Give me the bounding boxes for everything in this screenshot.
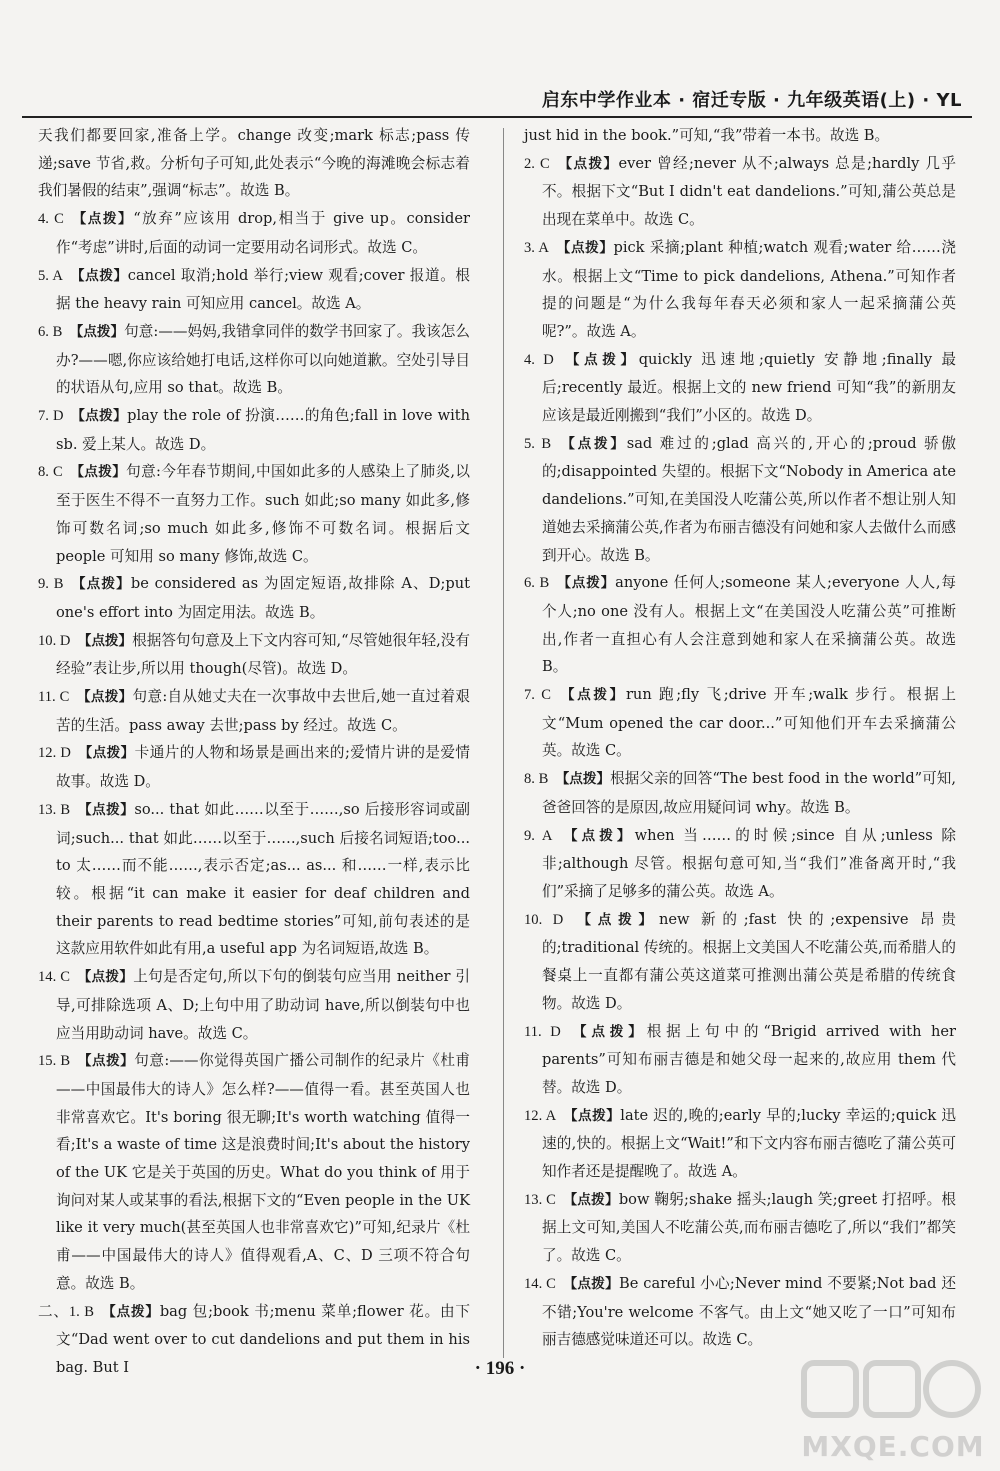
answer-item [524, 1018, 956, 1102]
answer-item [38, 458, 470, 570]
answer-item [524, 150, 956, 234]
answer-number: 13. B [38, 801, 71, 818]
answer-text: bow 鞠躬;shake 摇头;laugh 笑;greet 打招呼。根据上文可知,美国人不吃蒲公英,而布丽吉德吃了,所以“我们”都笑了。故选 C。 [542, 1190, 957, 1265]
page-header [22, 84, 972, 118]
answer-text: 句意:——妈妈,我错拿同伴的数学书回家了。我该怎么办?——嗯,你应该给她打电话,这样你可以向她道歉。空处引导目的状语从句,应用 so that。故选 B。 [56, 322, 470, 397]
answer-item [38, 683, 470, 739]
answer-text: ever 曾经;never 从不;always 总是;hardly 几乎不。根据下文“But I didn't eat dandelions.”可知,蒲公英总是出现在菜单中。故选 C。 [542, 154, 957, 229]
hint-tag: 【点拨】 [561, 351, 639, 368]
answer-text: new 新的;fast 快的;expensive 昂贵的;traditional 传统的。根据上文美国人不吃蒲公英,而希腊人的餐桌上一直都有蒲公英这道菜可推测出蒲公英是希腊的传统食物。故选 D。 [542, 910, 957, 1012]
answer-text: play the role of 扮演……的角色;fall in love with sb. 爱上某人。故选 D。 [56, 407, 470, 453]
answer-number: 8. B [524, 771, 549, 788]
answer-text: just hid in the book.”可知,“我”带着一本书。故选 B。 [524, 127, 890, 144]
answer-text: Be careful 小心;Never mind 不要紧;Not bad 还不错;You're welcome 不客气。由上文“她又吃了一口”可知布丽吉德感觉味道还可以。故选 C。 [542, 1274, 957, 1349]
hint-tag: 【点拨】 [69, 464, 127, 481]
hint-tag: 【点拨】 [77, 1053, 135, 1070]
answer-number: 10. D [524, 911, 564, 928]
answer-number: 12. A [524, 1107, 557, 1124]
answer-number: 二、1. B [38, 1303, 94, 1320]
answer-text: so... that 如此……以至于……,so 后接形容词或副词;such... that 如此……以至于……,such 后接名词短语;too... to 太……而不能……,表示否定;as... as... 和……一样,表示比较。根据“it can make it easier for deaf children and their parents to read bedtime stories”可知,前句表述的是这款应用软件如此有用,a useful app 为名词短语,故选 B。 [56, 800, 471, 958]
hint-tag: 【点拨】 [78, 745, 135, 762]
answer-item [524, 1102, 956, 1186]
hint-tag: 【点拨】 [556, 239, 614, 256]
answer-text: sad 难过的;glad 高兴的,开心的;proud 骄傲的;disappointed 失望的。根据下文“Nobody in America ate dandelions.”可知,在美国没人吃蒲公英,所以作者不想让别人知道她去采摘蒲公英,作者为布丽吉德没有问她和家人去做什么而感到开心。故选 B。 [542, 434, 957, 564]
hint-tag: 【点拨】 [71, 211, 134, 228]
answer-number: 9. A [524, 827, 553, 844]
answer-text: 句意:今年春节期间,中国如此多的人感染上了肺炎,以至于医生不得不一直努力工作。such 如此;so many 如此多,修饰可数名词;so much 如此多,修饰不可数名词。根据后文 people 可知用 so many 修饰,故选 C。 [56, 463, 471, 565]
page-number: · 196 · [474, 1358, 526, 1379]
hint-tag: 【点拨】 [70, 408, 128, 425]
answer-item [524, 346, 956, 430]
answer-number: 6. B [38, 323, 63, 340]
watermark-logo [798, 1355, 988, 1463]
answer-number: 4. D [524, 351, 554, 368]
right-column [524, 122, 956, 1354]
hint-tag: 【点拨】 [69, 323, 125, 340]
answer-item [524, 681, 956, 765]
answer-item [38, 262, 470, 318]
answer-text: “放弃”应该用 drop,相当于 give up。consider 作“考虑”讲时,后面的动词一定要用动名词形式。故选 C。 [56, 210, 471, 256]
answer-continuation [38, 122, 470, 205]
answer-text: 上句是否定句,所以下句的倒装句应当用 neither 引导,可排除选项 A、D;上句中用了助动词 have,所以倒装句中也应当用助动词 have。故选 C。 [56, 968, 471, 1042]
answer-text: 句意:自从她丈夫在一次事故中去世后,她一直过着艰苦的生活。pass away 去世;pass by 经过。故选 C。 [56, 688, 470, 734]
answer-item [38, 570, 470, 626]
answer-continuation [524, 122, 956, 150]
hint-tag: 【点拨】 [558, 435, 627, 452]
answer-text: 天我们都要回家,准备上学。change 改变;mark 标志;pass 传递;save 节省,救。分析句子可知,此处表示“今晚的海滩晚会标志着我们暑假的结束”,强调“标志”。故选 B。 [38, 127, 470, 200]
answer-text: bag 包;book 书;menu 菜单;flower 花。由下文“Dad went over to cut dandelions and put them in his bag. But I [56, 1302, 471, 1376]
hint-tag: 【点拨】 [563, 1191, 619, 1208]
answer-text: 句意:——你觉得英国广播公司制作的纪录片《杜甫——中国最伟大的诗人》怎么样?——值得一看。甚至英国人也非常喜欢它。It's boring 很无聊;It's worth watching 值得一看;It's a waste of time 这是浪费时间;It's about the history of the UK 它是关于英国的历史。What do you think of 用于询问对某人或某事的看法,根据下文的“Even people in the UK like it very much(甚至英国人也非常喜欢它)”可知,纪录片《杜甫——中国最伟大的诗人》值得观看,A、C、D 三项不符合句意。故选 B。 [56, 1052, 471, 1292]
answer-number: 13. C [524, 1191, 556, 1208]
answer-item [524, 765, 956, 821]
left-column [38, 122, 470, 1382]
column-divider [503, 128, 504, 1358]
header-title: 启东中学作业本 · 宿迁专版 · 九年级英语(上) · YL [541, 90, 962, 111]
answer-text: 根据答句句意及上下文内容可知,“尽管她很年轻,没有经验”表让步,所以用 though(尽管)。故选 D。 [56, 631, 470, 678]
answer-item [38, 963, 470, 1047]
answer-number: 9. B [38, 576, 64, 593]
answer-number: 15. B [38, 1053, 71, 1070]
answer-number: 14. C [524, 1275, 556, 1292]
hint-tag: 【点拨】 [557, 155, 619, 172]
hint-tag: 【点拨】 [558, 687, 626, 704]
answer-item [38, 1047, 470, 1297]
answer-item [38, 627, 470, 683]
answer-number: 8. C [38, 464, 63, 481]
answer-number: 7. C [524, 687, 551, 704]
answer-number: 6. B [524, 575, 550, 592]
hint-tag: 【点拨】 [70, 267, 128, 284]
answer-item [524, 1186, 956, 1270]
answer-item [524, 906, 956, 1018]
answer-text: anyone 任何人;someone 某人;everyone 人人,每个人;no one 没有人。根据上文“在美国没人吃蒲公英”可推断出,作者一直担心有人会注意到她和家人在采摘蒲公英。故选 B。 [542, 574, 956, 676]
answer-number: 11. C [38, 689, 70, 706]
hint-tag: 【点拨】 [570, 911, 659, 928]
answer-item [524, 234, 956, 346]
watermark-icon [798, 1355, 988, 1435]
answer-number: 4. C [38, 211, 64, 228]
answer-text: cancel 取消;hold 举行;view 观看;cover 报道。根据 the heavy rain 可知应用 cancel。故选 A。 [56, 266, 471, 313]
answer-text: run 跑;fly 飞;drive 开车;walk 步行。根据上文“Mum opened the car door...”可知他们开车去采摘蒲公英。故选 C。 [542, 686, 957, 760]
answer-number: 5. B [524, 435, 552, 452]
answer-item [524, 1270, 956, 1354]
hint-tag: 【点拨】 [563, 1275, 620, 1292]
answer-text: when 当……的时候;since 自从;unless 除非;although 尽管。根据句意可知,当“我们”准备离开时,“我们”采摘了足够多的蒲公英。故选 A。 [542, 826, 957, 900]
answer-item [524, 822, 956, 906]
answer-text: 卡通片的人物和场景是画出来的;爱情片讲的是爱情故事。故选 D。 [56, 744, 471, 791]
answer-item [524, 569, 956, 681]
hint-tag: 【点拨】 [77, 969, 134, 986]
answer-item [38, 318, 470, 402]
hint-tag: 【点拨】 [101, 1303, 160, 1320]
hint-tag: 【点拨】 [556, 575, 616, 592]
answer-text: quickly 迅速地;quietly 安静地;finally 最后;recently 最近。根据上文的 new friend 可知“我”的新朋友应该是最近刚搬到“我们”小区的。故选 D。 [542, 350, 956, 425]
answer-number: 7. D [38, 408, 64, 425]
answer-number: 2. C [524, 155, 550, 172]
answer-number: 10. D [38, 632, 71, 649]
answer-item [38, 796, 470, 963]
hint-tag: 【点拨】 [555, 771, 611, 788]
answer-item [38, 739, 470, 795]
hint-tag: 【点拨】 [559, 827, 635, 844]
hint-tag: 【点拨】 [568, 1023, 647, 1040]
answer-text: 根据上句中的“Brigid arrived with her parents”可知布丽吉德是和她父母一起来的,故应用 them 代替。故选 D。 [542, 1022, 957, 1096]
answer-text: late 迟的,晚的;early 早的;lucky 幸运的;quick 迅速的,快的。根据上文“Wait!”和下文内容布丽吉德吃了蒲公英可知作者还是提醒晚了。故选 A。 [542, 1106, 957, 1181]
hint-tag: 【点拨】 [77, 632, 133, 649]
hint-tag: 【点拨】 [563, 1107, 621, 1124]
answer-item [38, 205, 470, 261]
answer-number: 12. D [38, 745, 71, 762]
answer-number: 5. A [38, 267, 63, 284]
answer-text: be considered as 为固定短语,故排除 A、D;put one's effort into 为固定用法。故选 B。 [56, 575, 471, 621]
hint-tag: 【点拨】 [77, 801, 135, 818]
hint-tag: 【点拨】 [76, 689, 133, 706]
answer-text: 根据父亲的回答“The best food in the world”可知,爸爸回答的是原因,故应用疑问词 why。故选 B。 [542, 770, 957, 816]
answer-item [38, 402, 470, 458]
answer-number: 11. D [524, 1023, 561, 1040]
watermark-text: MXQE.COM [801, 1430, 985, 1463]
answer-number: 3. A [524, 239, 549, 256]
hint-tag: 【点拨】 [70, 576, 131, 593]
answer-item [524, 430, 956, 570]
answer-text: pick 采摘;plant 种植;watch 观看;water 给……浇水。根据上文“Time to pick dandelions, Athena.”可知作者提的问题是“为什么我每年春天必须和家人一起采摘蒲公英呢?”。故选 A。 [542, 238, 957, 340]
answer-number: 14. C [38, 969, 70, 986]
